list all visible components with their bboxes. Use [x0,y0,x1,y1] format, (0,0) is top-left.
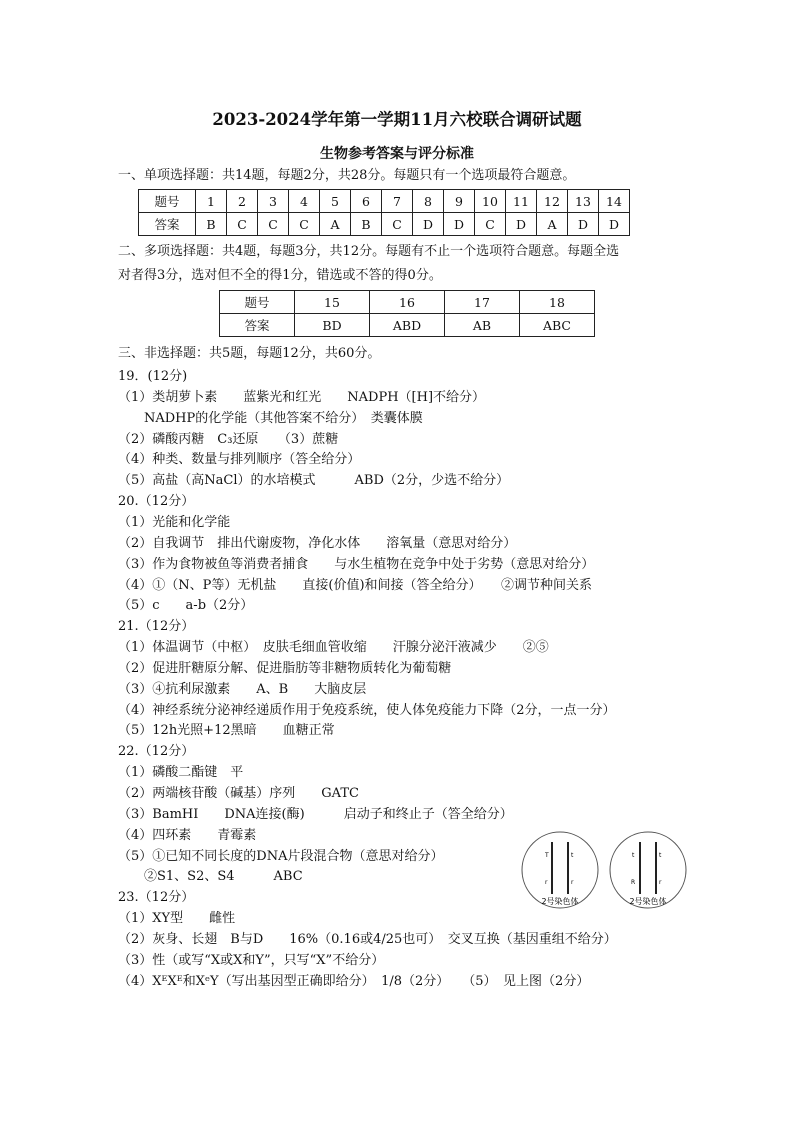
gene-label: t [632,852,635,859]
question-number-cell: 16 [370,291,445,314]
answer-line: （3）④抗利尿激素 A、B 大脑皮层 [118,681,367,697]
question-number-cell: 13 [568,190,599,213]
answer-cell: C [382,213,413,236]
answer-cell: ABD [370,314,445,337]
answer-line: （1）磷酸二酯键 平 [118,765,244,781]
answer-line: 22.（12分） [118,744,195,760]
table-row-label: 答案 [139,213,196,236]
table-row-label: 答案 [220,314,295,337]
answer-line: （3）性（或写“X或X和Y”，只写“X”不给分） [118,952,385,968]
gene-label: t [571,852,574,859]
answer-line: 19．(12分) [118,369,188,384]
answer-cell: D [413,213,444,236]
question-number-cell: 18 [520,291,595,314]
question-number-cell: 3 [258,190,289,213]
answer-cell: D [568,213,599,236]
question-number-cell: 7 [382,190,413,213]
answer-line: （4）①（N、P等）无机盐 直接(价值)和间接（答全给分） ②调节种间关系 [118,577,593,593]
answer-cell: C [289,213,320,236]
answer-cell: D [444,213,475,236]
table-row-label: 题号 [220,291,295,314]
answer-line: （4）种类、数量与排列顺序（答全给分） [118,452,361,468]
answer-cell: B [196,213,227,236]
answer-cell: C [227,213,258,236]
question-number-cell: 11 [506,190,537,213]
answer-line: （2）两端核苷酸（碱基）序列 GATC [118,786,359,801]
multi-choice-table [219,290,595,337]
question-number-cell: 6 [351,190,382,213]
gene-label: t [659,852,662,859]
page-subtitle: 生物参考答案与评分标准 [320,146,474,162]
question-number-cell: 17 [445,291,520,314]
answer-cell: AB [445,314,520,337]
answer-line: （2）自我调节 排出代谢废物，净化水体 溶氧量（意思对给分） [118,535,517,551]
answer-line: （4）神经系统分泌神经递质作用于免疫系统，使人体免疫能力下降（2分，一点一分） [118,702,616,718]
answer-line: （3）作为食物被鱼等消费者捕食 与水生植物在竞争中处于劣势（意思对给分） [118,556,595,572]
single-choice-table [138,189,630,236]
answer-line: （5）c a-b（2分） [118,598,254,614]
section3-heading: 三、非选择题：共5题，每题12分，共60分。 [118,346,381,361]
answer-cell: A [537,213,568,236]
answer-line: 21.（12分） [118,619,195,635]
answer-cell: D [506,213,537,236]
answer-line: （2）磷酸丙糖 C₃还原 （3）蔗糖 [118,431,339,447]
answer-line: ②S1、S2、S4 ABC [118,869,303,885]
answer-cell: B [351,213,382,236]
section2-heading-line1: 二、多项选择题：共4题，每题3分，共12分。每题有不止一个选项符合题意。每题全选 [118,244,620,259]
answer-line: （5）12h光照+12黑暗 血糖正常 [118,723,335,739]
question-number-cell: 2 [227,190,258,213]
question-number-cell: 1 [196,190,227,213]
answer-line: 20.（12分） [118,494,195,510]
chromosome-caption: 2号染色体 [541,897,579,906]
chromosome-figure [520,828,692,914]
table-row-label: 题号 [139,190,196,213]
chromosome-caption: 2号染色体 [629,897,667,906]
gene-label: r [659,879,662,886]
gene-label: r [571,879,574,886]
question-number-cell: 5 [320,190,351,213]
question-number-cell: 4 [289,190,320,213]
question-number-cell: 15 [295,291,370,314]
chromosome-diagram-left [522,832,598,908]
section2-heading-line2: 对者得3分，选对但不全的得1分，错选或不答的得0分。 [118,268,442,283]
answer-line: （2）促进肝糖原分解、促进脂肪等非糖物质转化为葡萄糖 [118,660,452,676]
gene-label: R [631,879,636,886]
answer-line: （1）XY型 雌性 [118,911,236,927]
page-title: 2023-2024学年第一学期11月六校联合调研试题 [212,110,582,129]
answer-cell: BD [295,314,370,337]
section1-heading: 一、单项选择题：共14题，每题2分，共28分。每题只有一个选项最符合题意。 [118,168,576,183]
answer-line: 23.（12分） [118,890,195,906]
answer-line: （4）四环素 青霉素 [118,827,257,843]
chromosome-diagram-right [610,832,686,908]
answer-line: （5）①已知不同长度的DNA片段混合物（意思对给分） [118,848,444,864]
answer-cell: C [475,213,506,236]
answer-line: （3）BamHI DNA连接(酶) 启动子和终止子（答全给分） [118,806,513,822]
gene-label: T [545,852,549,859]
question-number-cell: 14 [599,190,630,213]
answer-line: NADHP的化学能（其他答案不给分） 类囊体膜 [118,410,423,426]
answer-line: （4）XᴱXᴱ和XᵉY（写出基因型正确即给分） 1/8（2分） （5） 见上图（2分） [118,973,590,989]
answer-line: （5）高盐（高NaCl）的水培模式 ABD（2分，少选不给分） [118,473,510,489]
answer-cell: A [320,213,351,236]
question-number-cell: 12 [537,190,568,213]
answer-line: （1）光能和化学能 [118,514,231,530]
answer-line: （2）灰身、长翅 B与D 16%（0.16或4/25也可） 交叉互换（基因重组不给分） [118,931,617,947]
gene-label: r [545,879,548,886]
question-number-cell: 10 [475,190,506,213]
question-number-cell: 9 [444,190,475,213]
answer-cell: D [599,213,630,236]
answer-line: （1）类胡萝卜素 蓝紫光和红光 NADPH（[H]不给分） [118,389,486,405]
answer-line: （1）体温调节（中枢） 皮肤毛细血管收缩 汗腺分泌汗液减少 ②⑤ [118,640,549,656]
answer-cell: ABC [520,314,595,337]
question-number-cell: 8 [413,190,444,213]
answer-cell: C [258,213,289,236]
